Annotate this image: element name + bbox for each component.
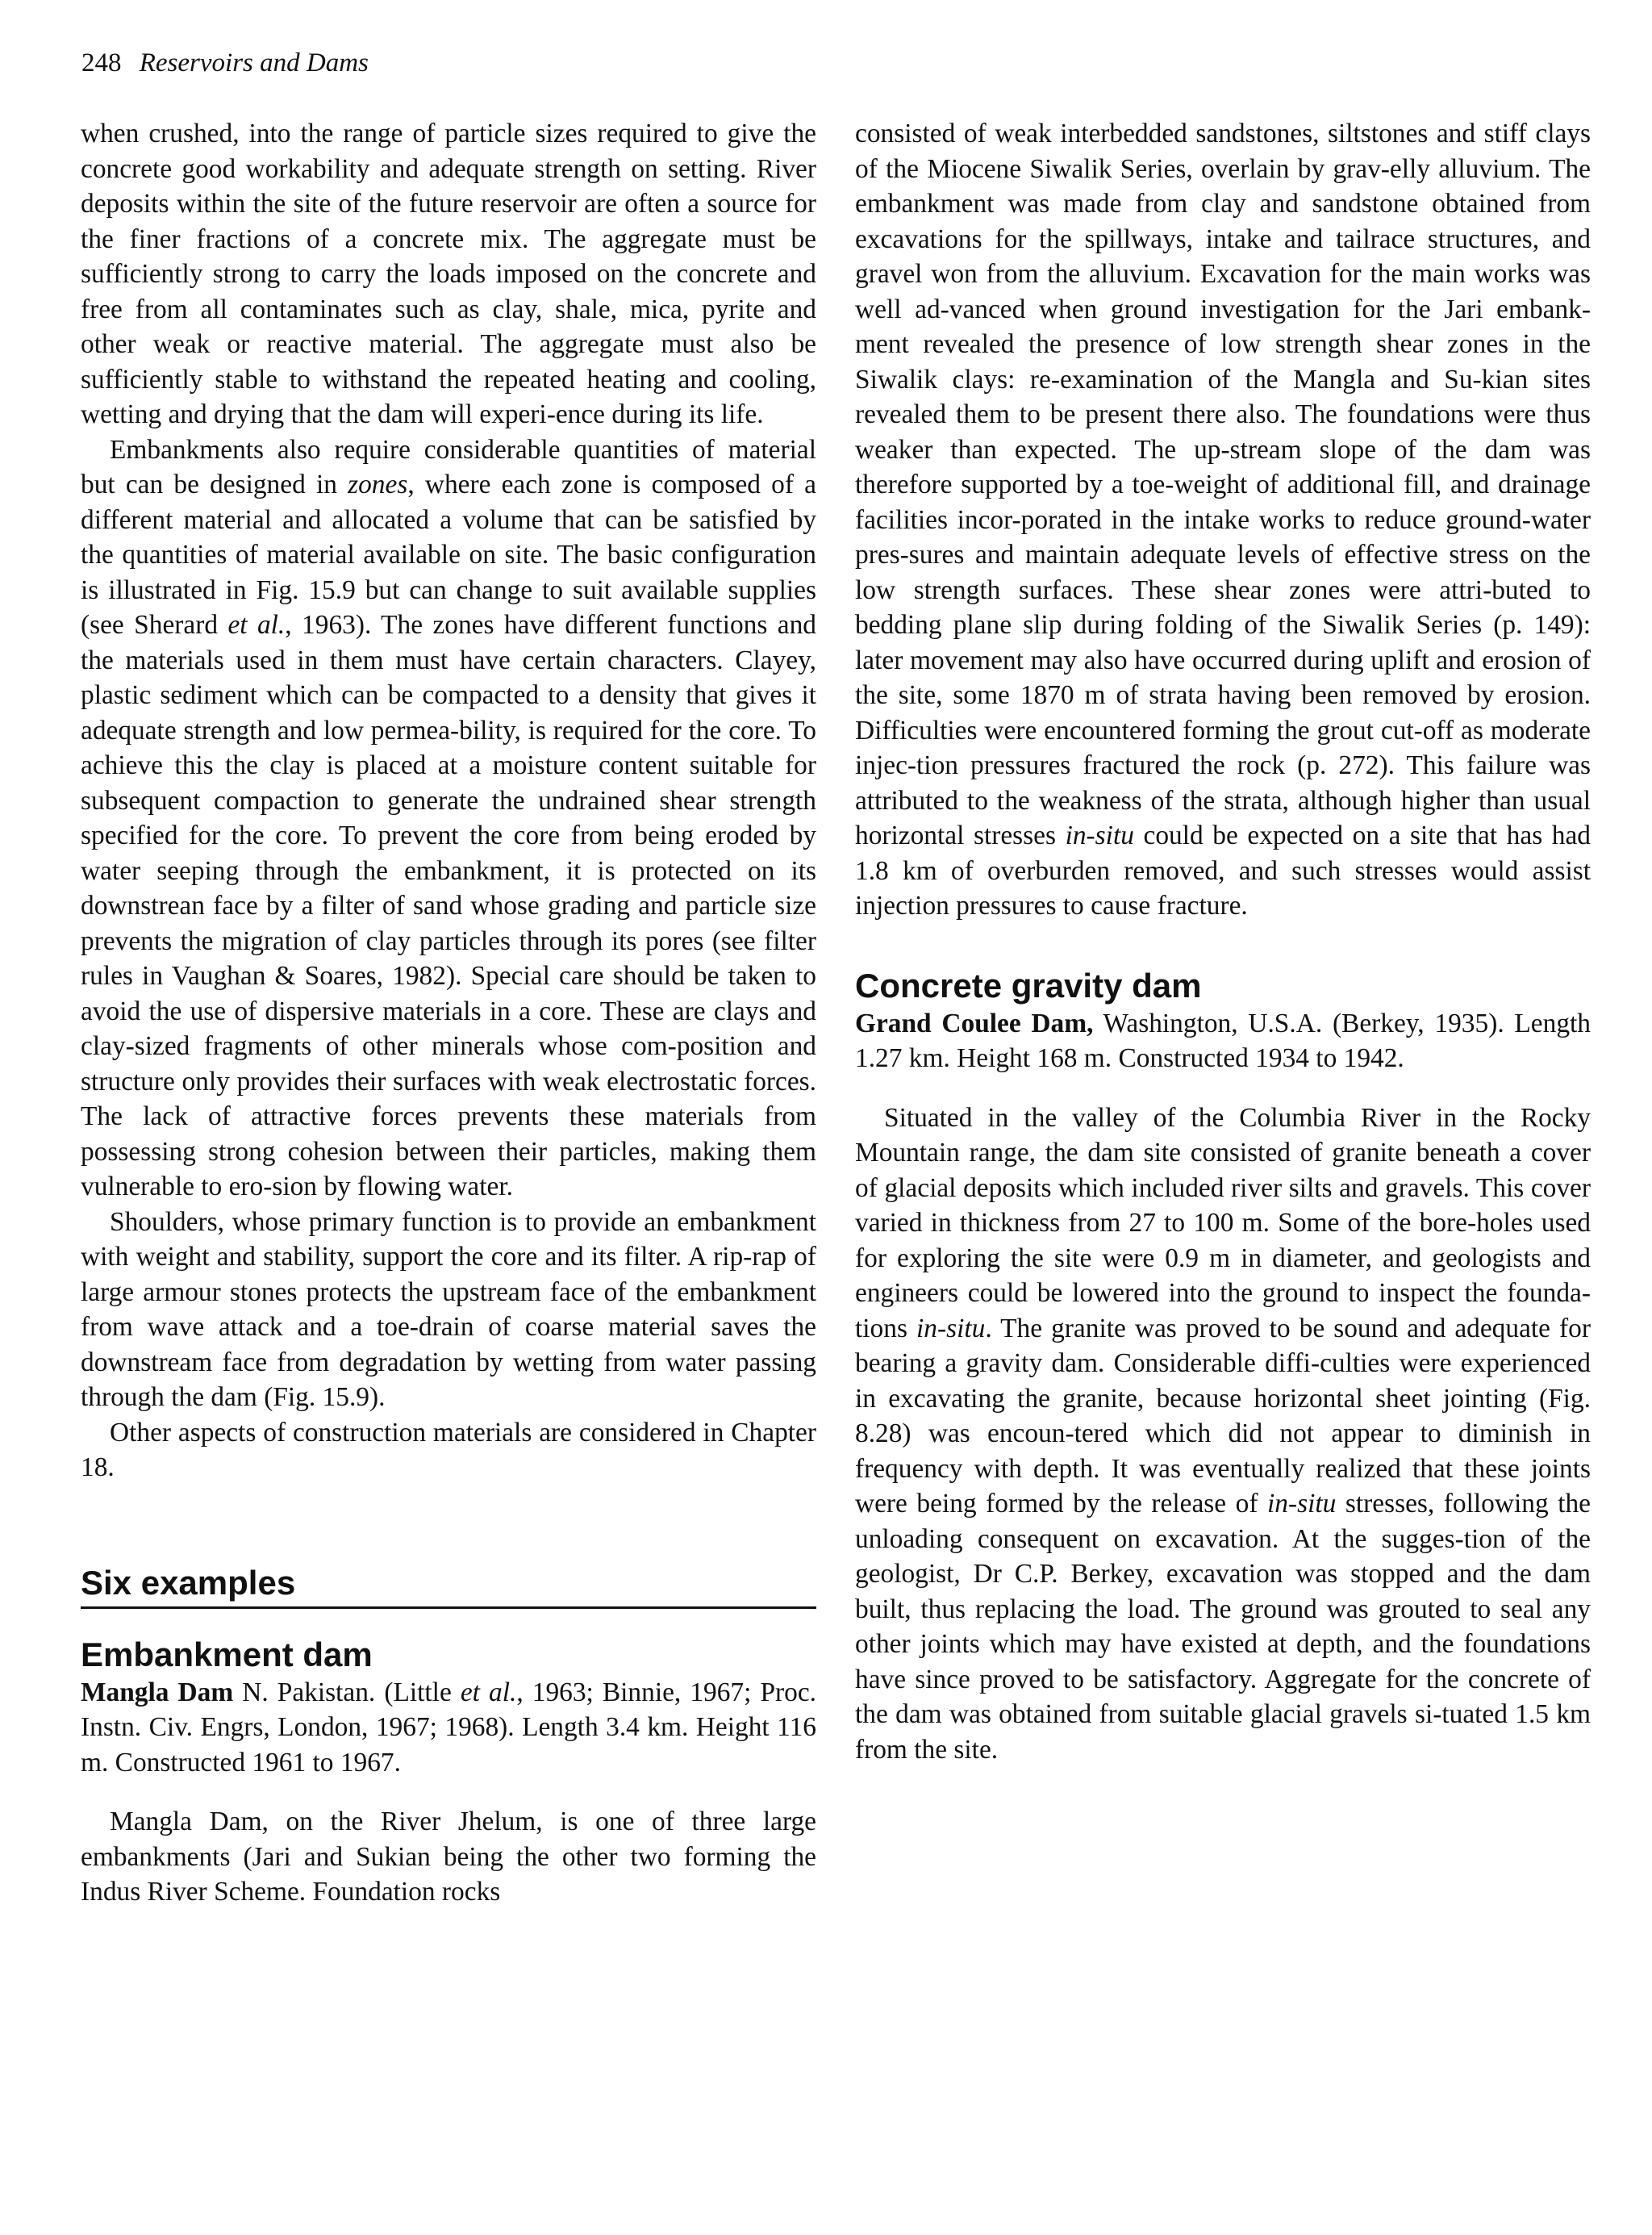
heading-six-examples: Six examples — [81, 1563, 816, 1609]
page-number: 248 — [81, 48, 122, 77]
left-column — [81, 116, 816, 1910]
grand-coulee-dam-description: Situated in the valley of the Columbia River in the Rocky Mountain range, the dam site consisted of granite beneath a cover of glacial deposits which included river silts and gravels. This cover varied in thickness from 27 to 100 m. Some of the bore-holes used for exploring the site were 0.9 m in diameter, and geologists and engineers could be lowered into the ground to inspect the founda-tions in-situ. The granite was proved to be sound and adequate for bearing a gravity dam. Considerable diffi-culties were experienced in excavating the granite, because horizontal sheet jointing (Fig. 8.28) was encoun-tered which did not appear to diminish in frequency with depth. It was eventually realized that these joints were being formed by the release of in-situ stresses, following the unloading consequent on excavation. At the sugges-tion of the geologist, Dr C.P. Berkey, excavation was stopped and the dam built, thus replacing the load. The ground was grouted to seal any other joints which may have existed at depth, and the foundations have since proved to be satisfactory. Aggregate for the concrete of the dam was obtained from suitable glacial gravels si-tuated 1.5 km from the site. — [855, 1102, 1591, 1765]
running-head — [81, 47, 369, 79]
running-title: Reservoirs and Dams — [139, 48, 369, 77]
right-column — [855, 116, 1591, 1767]
mangla-dam-reference: Mangla Dam N. Pakistan. (Little et al., 1963; Binnie, 1967; Proc. Instn. Civ. Engrs, London, 1967; 1968). Length 3.4 km. Height 116 m. Constructed 1961 to 1967. — [81, 1677, 817, 1778]
paragraph-aggregate: when crushed, into the range of particle sizes required to give the concrete good workability and adequate strength on setting. River deposits within the site of the future reservoir are often a source for the finer fractions of a concrete mix. The aggregate must be sufficiently strong to carry the loads imposed on the concrete and free from all contaminates such as clay, shale, mica, pyrite and other weak or reactive material. The aggregate must also be sufficiently stable to withstand the repeated heating and cooling, wetting and drying that the dam will experi-ence during its life. — [81, 119, 816, 429]
mangla-dam-description: Mangla Dam, on the River Jhelum, is one of three large embankments (Jari and Sukian being the other two forming the Indus River Scheme. Foundation rocks — [81, 1807, 816, 1907]
grand-coulee-dam-reference: Grand Coulee Dam, Washington, U.S.A. (Berkey, 1935). Length 1.27 km. Height 168 m. Constructed 1934 to 1942. — [855, 1008, 1591, 1073]
paragraph-other-aspects: Other aspects of construction materials are considered in Chapter 18. — [81, 1417, 816, 1482]
paragraph-mangla-continued: consisted of weak interbedded sandstones, siltstones and stiff clays of the Miocene Siwalik Series, overlain by grav-elly alluvium. The embankment was made from clay and sandstone obtained from excavations for the spillways, intake and tailrace structures, and gravel won from the alluvium. Excavation for the main works was well ad-vanced when ground investigation for the Jari embank-ment revealed the presence of low strength shear zones in the Siwalik clays: re-examination of the Mangla and Su-kian sites revealed them to be present there also. The foundations were thus weaker than expected. The up-stream slope of the dam was therefore supported by a toe-weight of additional fill, and drainage facilities incor-porated in the intake works to reduce ground-water pres-sures and maintain adequate levels of effective stress on the low strength surfaces. These shear zones were attri-buted to bedding plane slip during folding of the Siwalik Series (p. 149): later movement may also have occurred during uplift and erosion of the site, some 1870 m of strata having been removed by erosion. Difficulties were encountered forming the grout cut-off as moderate injec-tion pressures fractured the rock (p. 272). This failure was attributed to the weakness of the strata, although higher than usual horizontal stresses in-situ could be expected on a site that has had 1.8 km of overburden removed, and such stresses would assist injection pressures to cause fracture. — [855, 119, 1591, 921]
paragraph-shoulders: Shoulders, whose primary function is to provide an embankment with weight and stability, support the core and its filter. A rip-rap of large armour stones protects the upstream face of the embankment from wave attack and a toe-drain of coarse material saves the downstream face from degradation by wetting from water passing through the dam (Fig. 15.9). — [81, 1206, 816, 1412]
heading-embankment-dam: Embankment dam — [81, 1635, 373, 1673]
paragraph-embankment-zones: Embankments also require considerable quantities of material but can be designed in zones, where each zone is composed of a different material and allocated a volume that can be satisfied by the quantities of material available on site. The basic configuration is illustrated in Fig. 15.9 but can change to suit available supplies (see Sherard et al., 1963). The zones have different functions and the materials used in them must have certain characters. Clayey, plastic sediment which can be compacted to a density that gives it adequate strength and low permea-bility, is required for the core. To achieve this the clay is placed at a moisture content suitable for subsequent compaction to generate the undrained shear strength specified for the core. To prevent the core from being eroded by water seeping through the embankment, it is protected on its downstrean face by a filter of sand whose grading and particle size prevents the migration of clay particles through its pores (see filter rules in Vaughan & Soares, 1982). Special care should be taken to avoid the use of dispersive materials in a core. These are clays and clay-sized fragments of other minerals whose com-position and structure only provides their surfaces with weak electrostatic forces. The lack of attractive forces prevents these materials from possessing strong cohesion between their particles, making them vulnerable to ero-sion by flowing water. — [81, 434, 816, 1201]
heading-concrete-gravity-dam: Concrete gravity dam — [855, 966, 1202, 1005]
